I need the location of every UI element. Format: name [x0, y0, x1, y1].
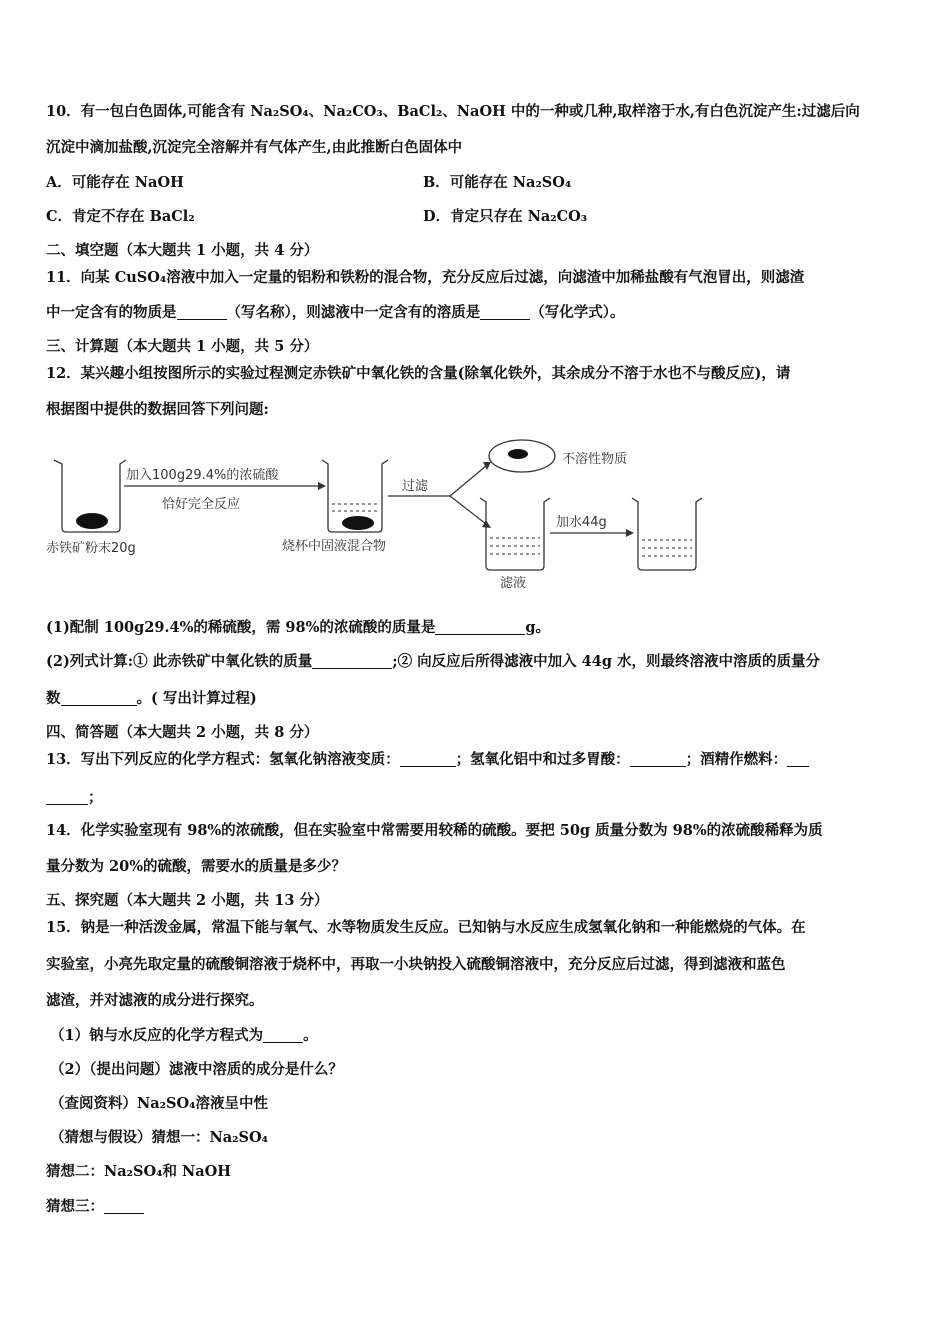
- q15-part1-end: 。: [303, 1027, 318, 1044]
- filter-paper-icon: [489, 440, 555, 472]
- arrow-add-water-head: [626, 529, 634, 537]
- q12-part2: [46, 652, 820, 672]
- q10-option-d: D．肯定只存在 Na₂CO₃: [423, 208, 588, 225]
- q15-part1: [50, 1026, 318, 1046]
- q13-blank-2[interactable]: [630, 752, 686, 767]
- q15-line2: 实验室，小亮先取定量的硫酸铜溶液于烧杯中，再取一小块钠投入硫酸铜溶液中，充分反应后过滤，得到滤液和蓝色: [46, 956, 786, 973]
- q12-blank-3[interactable]: [61, 691, 137, 706]
- q13-blank-3-cont[interactable]: [46, 790, 88, 805]
- q15-line3: 滤渣，并对滤液的成分进行探究。: [46, 992, 264, 1009]
- q15-line1: 15．钠是一种活泼金属，常温下能与氧气、水等物质发生反应。已知钠与水反应生成氢氧化钠和一种能燃烧的气体。在: [46, 919, 806, 936]
- label-ore: 赤铁矿粉末20g: [46, 541, 136, 556]
- q15-guess3: [46, 1197, 144, 1217]
- beaker-final-icon: [632, 498, 702, 570]
- q14-line2: 量分数为 20%的硫酸，需要水的质量是多少？: [46, 858, 347, 875]
- q11-line2-part2: （写名称），则滤液中一定含有的溶质是: [226, 304, 481, 321]
- beaker-filtrate-icon: [480, 498, 550, 570]
- q12-part2-text4: 。( 写出计算过程): [136, 690, 257, 707]
- section-3-title: 三、计算题（本大题共 1 小题，共 5 分）: [46, 338, 319, 355]
- q11-line2: [46, 303, 625, 323]
- q12-line2: 根据图中提供的数据回答下列问题:: [46, 401, 269, 418]
- q15-guess1: （猜想与假设）猜想一：Na₂SO₄: [50, 1129, 268, 1146]
- section-5-title: 五、探究题（本大题共 2 小题，共 13 分）: [46, 892, 329, 909]
- q12-part1: [46, 618, 550, 638]
- q15-part2: （2）（提出问题）滤液中溶质的成分是什么？: [50, 1061, 343, 1078]
- q13-line2: [46, 788, 103, 808]
- q12-blank-1[interactable]: [435, 620, 525, 635]
- q13-text3: ；酒精作燃料：: [685, 751, 788, 768]
- experiment-diagram: [40, 432, 720, 602]
- step1-top-label: 加入100g29.4%的浓硫酸: [126, 468, 279, 483]
- q11-blank-2[interactable]: [480, 305, 530, 320]
- q13-text2: ；氢氧化铝中和过多胃酸：: [455, 751, 630, 768]
- arrow-filter-down: [450, 496, 486, 524]
- mixture-solid-icon: [342, 516, 374, 530]
- q15-part1-text: （1）钠与水反应的化学方程式为: [50, 1027, 264, 1044]
- q12-part1-text: (1)配制 100g29.4%的稀硫酸，需 98%的浓硫酸的质量是: [46, 619, 436, 636]
- arrow-filter-up-head: [483, 462, 491, 470]
- q12-part1-unit: g。: [525, 619, 551, 636]
- ore-powder-icon: [76, 513, 108, 529]
- beaker-ore-icon: [54, 460, 126, 532]
- step1-bottom-label: 恰好完全反应: [162, 497, 241, 512]
- filter-label: 过滤: [402, 479, 429, 494]
- q15-guess3-text: 猜想三：: [46, 1198, 104, 1215]
- label-filtrate: 滤液: [500, 576, 527, 591]
- q12-part2-text1: (2)列式计算:① 此赤铁矿中氧化铁的质量: [46, 653, 313, 670]
- section-4-title: 四、简答题（本大题共 2 小题，共 8 分）: [46, 724, 319, 741]
- label-mixture: 烧杯中固液混合物: [282, 539, 387, 554]
- label-insoluble: 不溶性物质: [562, 452, 628, 467]
- q10-options-row1: [46, 173, 926, 193]
- q10-option-b: B．可能存在 Na₂SO₄: [423, 174, 572, 191]
- q10-line2: 沉淀中滴加盐酸,沉淀完全溶解并有气体产生,由此推断白色固体中: [46, 139, 463, 156]
- q11-line2-part3: （写化学式）。: [530, 304, 625, 321]
- q15-guess2: 猜想二：Na₂SO₄和 NaOH: [46, 1163, 231, 1180]
- q12-part2-cont: [46, 689, 257, 709]
- q13-text4: ；: [88, 789, 103, 806]
- q10-options-row2: [46, 207, 926, 227]
- arrow-filter-up: [450, 466, 486, 496]
- q13-line1: [46, 750, 809, 770]
- q14-line1: 14．化学实验室现有 98%的浓硫酸，但在实验室中常需要用较稀的硫酸。要把 50g 质量分数为 98%的浓硫酸稀释为质: [46, 822, 823, 839]
- q12-line1: 12．某兴趣小组按图所示的实验过程测定赤铁矿中氧化铁的含量(除氧化铁外，其余成分不溶于水也不与酸反应)，请: [46, 365, 791, 382]
- q13-blank-3[interactable]: [787, 752, 809, 767]
- q11-line2-part1: 中一定含有的物质是: [46, 304, 177, 321]
- q13-text1: 13．写出下列反应的化学方程式：氢氧化钠溶液变质：: [46, 751, 400, 768]
- q11-line1: 11．向某 CuSO₄溶液中加入一定量的铝粉和铁粉的混合物，充分反应后过滤，向滤渣中加稀盐酸有气泡冒出，则滤渣: [46, 269, 805, 286]
- beaker-mixture-icon: [322, 460, 388, 532]
- arrow-step1-head: [318, 482, 326, 490]
- q11-blank-1[interactable]: [177, 305, 227, 320]
- q10-option-a: A．可能存在 NaOH: [46, 174, 184, 191]
- q12-part2-text2: ;② 向反应后所得滤液中加入 44g 水，则最终溶液中溶质的质量分: [392, 653, 821, 670]
- q15-info: （查阅资料）Na₂SO₄溶液呈中性: [50, 1095, 268, 1112]
- q12-part2-text3: 数: [46, 690, 61, 707]
- q10-line1: 10．有一包白色固体,可能含有 Na₂SO₄、Na₂CO₃、BaCl₂、NaOH 中的一种或几种,取样溶于水,有白色沉淀产生:过滤后向: [46, 103, 860, 120]
- add-water-label: 加水44g: [556, 515, 607, 530]
- q12-blank-2[interactable]: [312, 654, 392, 669]
- q15-blank-2[interactable]: [104, 1199, 144, 1214]
- section-2-title: 二、填空题（本大题共 1 小题，共 4 分）: [46, 242, 319, 259]
- q10-option-c: C．肯定不存在 BaCl₂: [46, 208, 195, 225]
- q15-blank-1[interactable]: [263, 1028, 303, 1043]
- q13-blank-1[interactable]: [400, 752, 456, 767]
